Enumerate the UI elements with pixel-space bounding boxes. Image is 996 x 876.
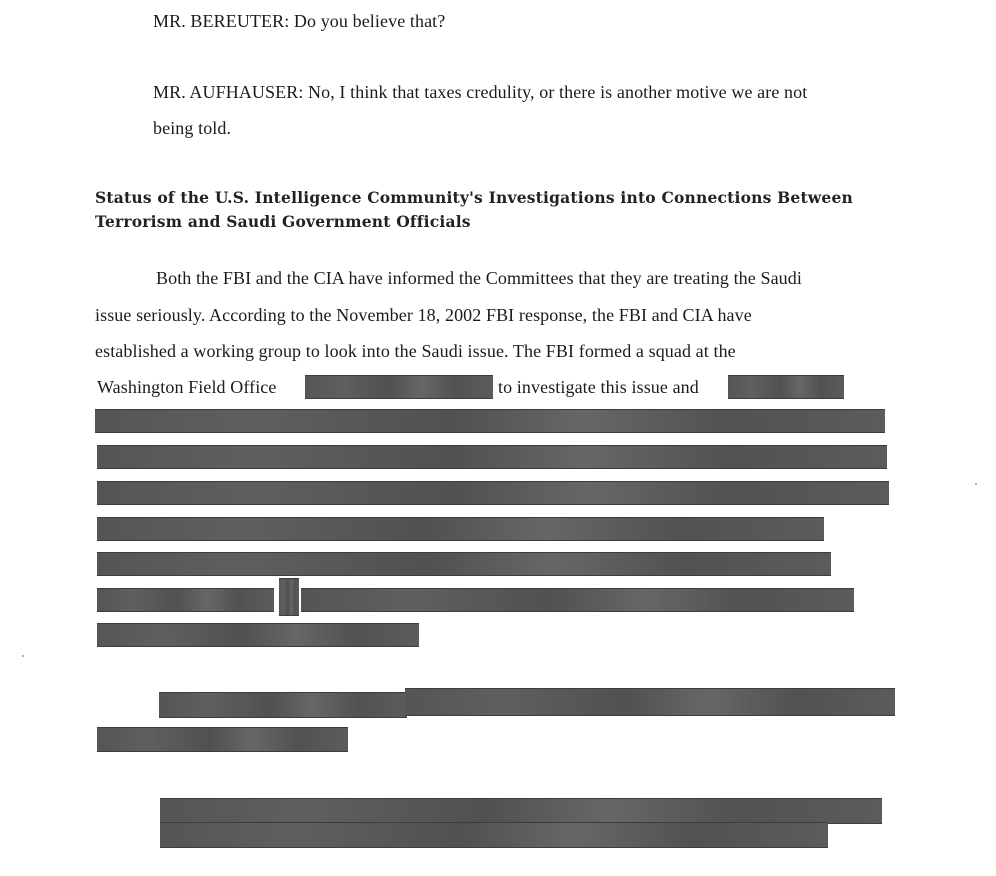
redaction-block (97, 727, 348, 752)
paragraph-line-1: Both the FBI and the CIA have informed the Committees that they are treating the Saudi (156, 268, 802, 288)
paragraph-line-4-start: Washington Field Office (97, 377, 277, 397)
scan-speck (975, 483, 977, 485)
redaction-block (97, 445, 887, 469)
paragraph-line-3: established a working group to look into the Saudi issue. The FBI formed a squad at the (95, 341, 736, 361)
transcript-line-continued: being told. (153, 118, 232, 138)
redaction-block (97, 517, 824, 541)
redaction-block (97, 623, 419, 647)
redaction-block (97, 588, 274, 612)
redaction-block (279, 578, 299, 616)
redaction-block (305, 375, 493, 399)
redaction-block (405, 688, 895, 716)
paragraph-line-2: issue seriously. According to the November 18, 2002 FBI response, the FBI and CIA have (95, 305, 752, 325)
transcript-line-bereuter: MR. BEREUTER: Do you believe that? (153, 11, 446, 31)
redaction-block (301, 588, 854, 612)
section-heading-line-2: Terrorism and Saudi Government Officials (95, 212, 471, 231)
redaction-block (160, 822, 828, 848)
redaction-block (95, 409, 885, 433)
section-heading-line-1: Status of the U.S. Intelligence Community's Investigations into Connections Between (95, 188, 853, 207)
redaction-block (97, 552, 831, 576)
redaction-block (160, 798, 882, 824)
scan-speck (22, 655, 24, 657)
redaction-block (97, 481, 889, 505)
redaction-block (159, 692, 407, 718)
transcript-line-aufhauser: MR. AUFHAUSER: No, I think that taxes credulity, or there is another motive we are not (153, 82, 808, 102)
redaction-block (728, 375, 844, 399)
paragraph-line-4-end: to investigate this issue and (498, 377, 699, 397)
